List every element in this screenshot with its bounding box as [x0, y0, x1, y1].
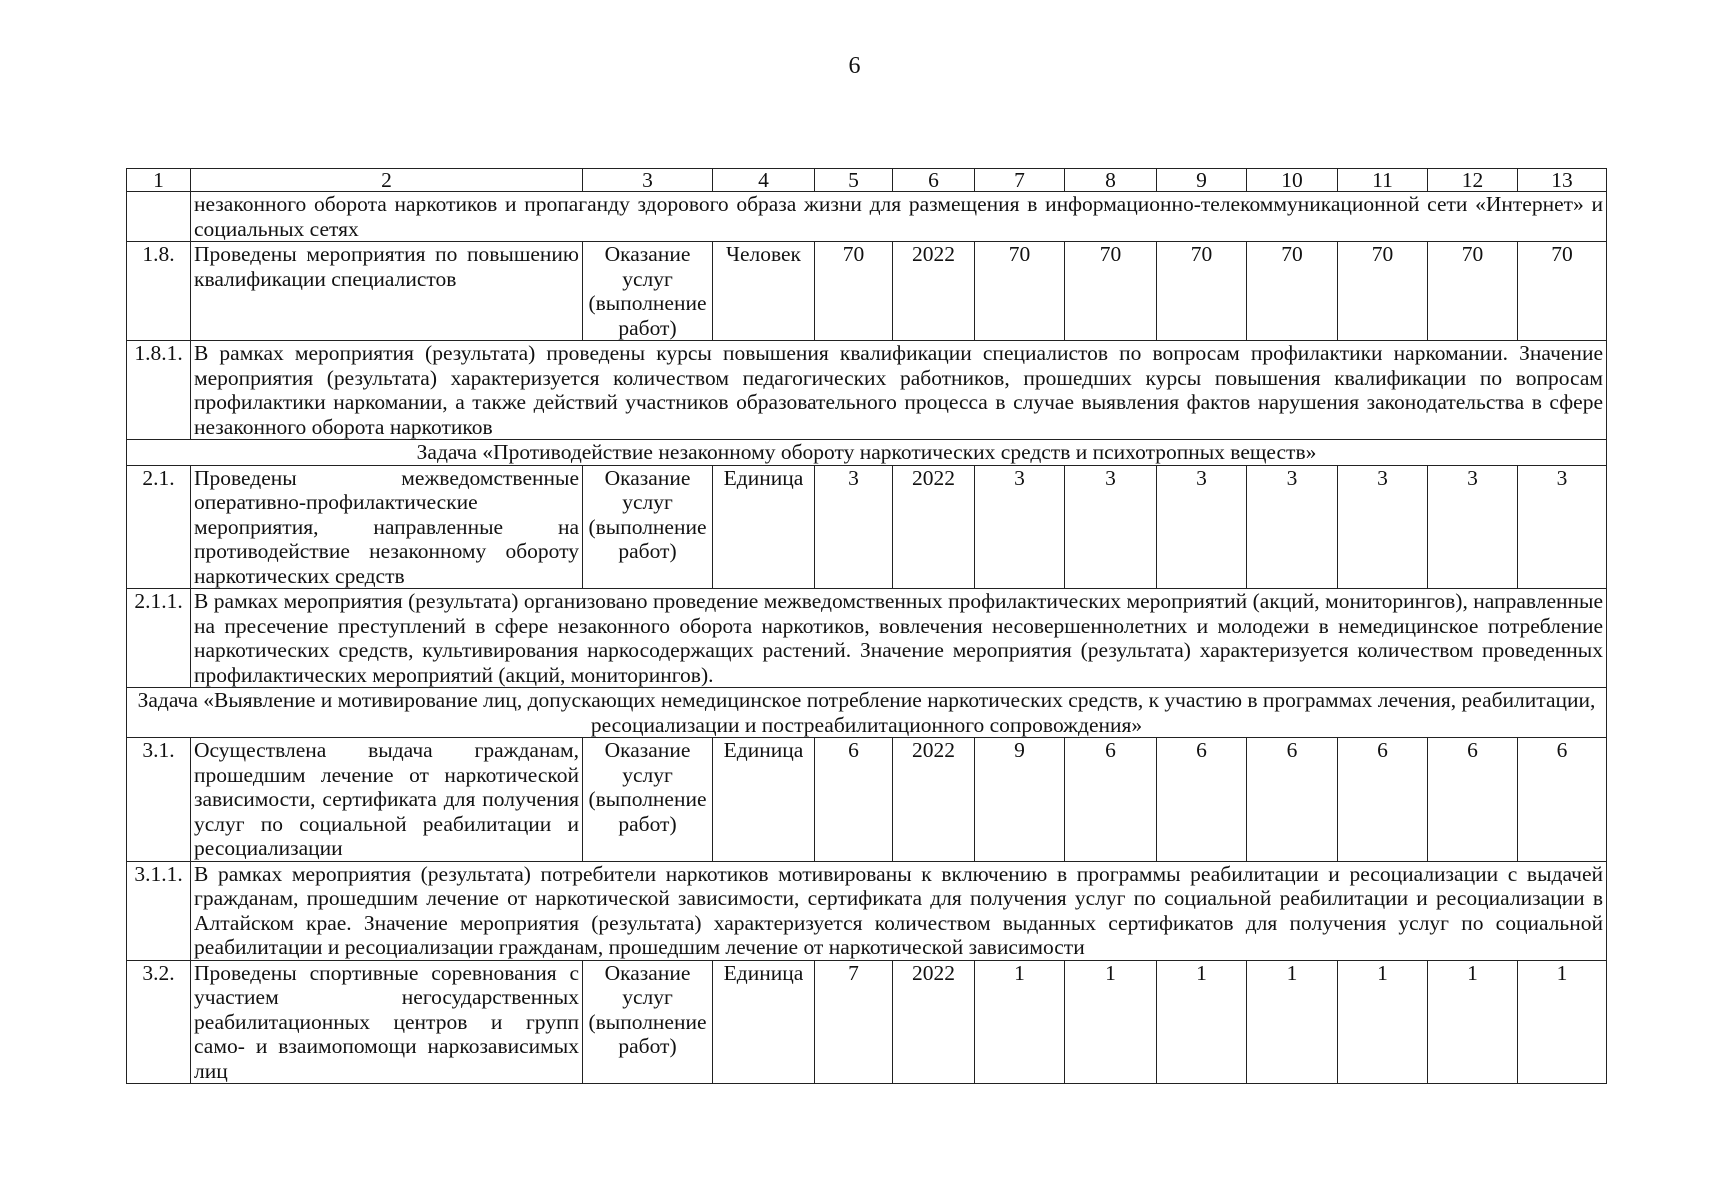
measure-name: Проведены мероприятия по повышению квалификации специалистов	[191, 242, 583, 341]
column-number: 6	[893, 169, 975, 192]
base-value: 70	[815, 242, 893, 341]
year-value: 6	[1065, 738, 1157, 862]
year-value: 9	[975, 738, 1065, 862]
year-value: 6	[1157, 738, 1247, 862]
year-value: 3	[1065, 465, 1157, 589]
task-row	[127, 440, 1607, 466]
column-number: 4	[713, 169, 815, 192]
measure-type: Оказание услуг (выполнение работ)	[583, 960, 713, 1084]
task-row	[127, 688, 1607, 738]
description-text: незаконного оборота наркотиков и пропаганду здорового образа жизни для размещения в информационно-телекоммуникационной сети «Интернет» и социальных сетях	[191, 192, 1607, 242]
base-year: 2022	[893, 960, 975, 1084]
year-value: 70	[975, 242, 1065, 341]
description-row	[127, 192, 1607, 242]
year-value: 1	[1338, 960, 1428, 1084]
base-year: 2022	[893, 465, 975, 589]
year-value: 1	[975, 960, 1065, 1084]
description-text: В рамках мероприятия (результата) потребители наркотиков мотивированы к включению в программы реабилитации и ресоциализации с выдачей гражданам, прошедшим лечение от наркотической зависимости, сертификата для получения услуг по социальной реабилитации и ресоциализации в Алтайском крае. Значение мероприятия (результата) характеризуется количеством выданных сертификатов для получения услуг по социальной реабилитации и ресоциализации гражданам, прошедшим лечение от наркотической зависимости	[191, 861, 1607, 960]
column-number: 7	[975, 169, 1065, 192]
page-number: 6	[848, 53, 861, 79]
column-number: 10	[1247, 169, 1338, 192]
measure-row	[127, 738, 1607, 862]
measure-type: Оказание услуг (выполнение работ)	[583, 465, 713, 589]
year-value: 6	[1428, 738, 1518, 862]
column-number: 5	[815, 169, 893, 192]
row-number: 1.8.	[127, 242, 191, 341]
column-number: 2	[191, 169, 583, 192]
year-value: 1	[1065, 960, 1157, 1084]
measure-type: Оказание услуг (выполнение работ)	[583, 242, 713, 341]
year-value: 3	[1428, 465, 1518, 589]
measure-unit: Человек	[713, 242, 815, 341]
row-number: 2.1.	[127, 465, 191, 589]
base-value: 6	[815, 738, 893, 862]
measure-row	[127, 960, 1607, 1084]
measure-unit: Единица	[713, 960, 815, 1084]
column-number: 3	[583, 169, 713, 192]
year-value: 1	[1428, 960, 1518, 1084]
base-year: 2022	[893, 242, 975, 341]
column-numbers-row	[127, 169, 1607, 192]
measure-type: Оказание услуг (выполнение работ)	[583, 738, 713, 862]
task-title: Задача «Выявление и мотивирование лиц, допускающих немедицинское потребление наркотических средств, к участию в программах лечения, реабилитации, ресоциализации и постреабилитационного сопровождения»	[127, 688, 1607, 738]
row-number: 2.1.1.	[127, 589, 191, 688]
year-value: 70	[1518, 242, 1607, 341]
row-number	[127, 192, 191, 242]
description-row	[127, 341, 1607, 440]
year-value: 3	[1338, 465, 1428, 589]
column-number: 9	[1157, 169, 1247, 192]
description-text: В рамках мероприятия (результата) проведены курсы повышения квалификации специалистов по вопросам профилактики наркомании. Значение мероприятия (результата) характеризуется количеством педагогических работников, прошедших курсы повышения квалификации по вопросам профилактики наркомании, а также действий участников образовательного процесса в случае выявления фактов нарушения законодательства в сфере незаконного оборота наркотиков	[191, 341, 1607, 440]
year-value: 1	[1247, 960, 1338, 1084]
column-number: 11	[1338, 169, 1428, 192]
row-number: 3.2.	[127, 960, 191, 1084]
year-value: 6	[1518, 738, 1607, 862]
row-number: 3.1.	[127, 738, 191, 862]
year-value: 3	[1518, 465, 1607, 589]
measure-unit: Единица	[713, 738, 815, 862]
year-value: 70	[1247, 242, 1338, 341]
year-value: 6	[1247, 738, 1338, 862]
description-text: В рамках мероприятия (результата) организовано проведение межведомственных профилактических мероприятий (акций, мониторингов), направленные на пресечение преступлений в сфере незаконного оборота наркотиков, вовлечения несовершеннолетних и молодежи в немедицинское потребление наркотических средств, культивирования наркосодержащих растений. Значение мероприятия (результата) характеризуется количеством проведенных профилактических мероприятий (акций, мониторингов).	[191, 589, 1607, 688]
year-value: 6	[1338, 738, 1428, 862]
base-year: 2022	[893, 738, 975, 862]
measure-name: Проведены спортивные соревнования с участием негосударственных реабилитационных центров и групп само- и взаимопомощи наркозависимых лиц	[191, 960, 583, 1084]
description-row	[127, 589, 1607, 688]
task-title: Задача «Противодействие незаконному обороту наркотических средств и психотропных веществ»	[127, 440, 1607, 466]
column-number: 8	[1065, 169, 1157, 192]
base-value: 7	[815, 960, 893, 1084]
row-number: 1.8.1.	[127, 341, 191, 440]
row-number: 3.1.1.	[127, 861, 191, 960]
measure-row	[127, 465, 1607, 589]
year-value: 70	[1338, 242, 1428, 341]
column-number: 12	[1428, 169, 1518, 192]
year-value: 70	[1428, 242, 1518, 341]
year-value: 70	[1065, 242, 1157, 341]
year-value: 3	[975, 465, 1065, 589]
column-number: 1	[127, 169, 191, 192]
description-row	[127, 861, 1607, 960]
indicators-table	[126, 168, 1607, 1084]
measure-unit: Единица	[713, 465, 815, 589]
column-number: 13	[1518, 169, 1607, 192]
measure-name: Проведены межведомственные оперативно-профилактические мероприятия, направленные на противодействие незаконному обороту наркотических средств	[191, 465, 583, 589]
measure-row	[127, 242, 1607, 341]
year-value: 3	[1157, 465, 1247, 589]
year-value: 1	[1157, 960, 1247, 1084]
base-value: 3	[815, 465, 893, 589]
year-value: 3	[1247, 465, 1338, 589]
year-value: 70	[1157, 242, 1247, 341]
year-value: 1	[1518, 960, 1607, 1084]
measure-name: Осуществлена выдача гражданам, прошедшим лечение от наркотической зависимости, сертификата для получения услуг по социальной реабилитации и ресоциализации	[191, 738, 583, 862]
